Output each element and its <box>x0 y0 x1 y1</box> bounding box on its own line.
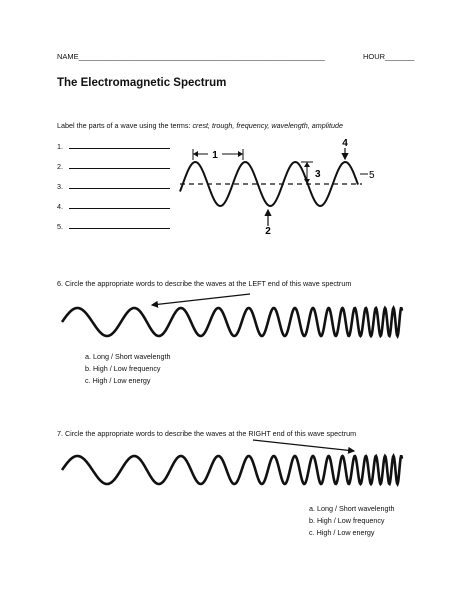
sample-wave <box>180 162 358 206</box>
diagram-label-2: 2 <box>265 226 271 237</box>
name-field[interactable]: NAME___________________________________________________________ <box>57 52 325 61</box>
labeled-wave-diagram <box>180 138 375 237</box>
q6-option-frequency[interactable]: b. High / Low frequency <box>85 364 161 373</box>
diagram-label-4: 4 <box>342 138 348 149</box>
right-direction-arrow <box>253 440 354 451</box>
instruction-text: Label the parts of a wave using the terms: <box>57 121 191 130</box>
question-6-options <box>85 351 171 387</box>
diagram-label-5: 5 <box>369 170 375 181</box>
blank-number: 3. <box>57 182 63 191</box>
question-7-options <box>309 503 395 539</box>
diagram-label-1: 1 <box>212 150 218 161</box>
left-direction-arrow <box>152 294 250 305</box>
spectrum-wave-right <box>62 456 402 484</box>
q7-option-energy[interactable]: c. High / Low energy <box>309 528 375 537</box>
spectrum-wave-left <box>62 308 402 336</box>
question-7-prompt: 7. Circle the appropriate words to describe the waves at the RIGHT end of this wave spectrum <box>57 429 357 438</box>
blank-number: 1. <box>57 142 63 151</box>
q6-option-wavelength[interactable]: a. Long / Short wavelength <box>85 352 171 361</box>
q6-option-energy[interactable]: c. High / Low energy <box>85 376 151 385</box>
diagram-label-3: 3 <box>315 169 321 180</box>
q7-option-wavelength[interactable]: a. Long / Short wavelength <box>309 504 395 513</box>
blank-number: 5. <box>57 222 63 231</box>
question-6-prompt: 6. Circle the appropriate words to describe the waves at the LEFT end of this wave spectrum <box>57 279 352 288</box>
hour-field[interactable]: HOUR_______ <box>363 52 415 61</box>
q7-option-frequency[interactable]: b. High / Low frequency <box>309 516 385 525</box>
blank-number: 4. <box>57 202 63 211</box>
blank-number: 2. <box>57 162 63 171</box>
instruction-terms: crest, trough, frequency, wavelength, amplitude <box>192 121 343 130</box>
page-title: The Electromagnetic Spectrum <box>57 77 227 89</box>
